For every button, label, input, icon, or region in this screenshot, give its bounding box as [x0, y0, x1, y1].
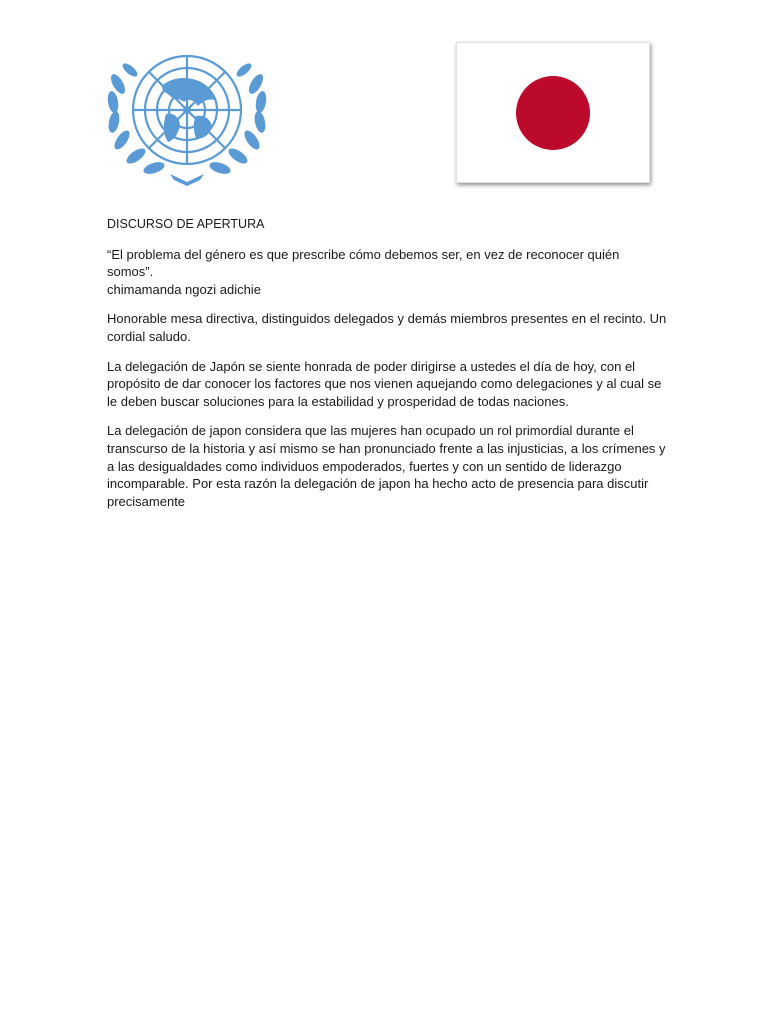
opening-quote: [107, 246, 667, 299]
japan-flag: [456, 42, 650, 183]
un-emblem-icon: [104, 40, 270, 188]
quote-text: “El problema del género es que prescribe cómo debemos ser, en vez de reconocer quién somos”.: [107, 246, 620, 280]
quote-author: chimamanda ngozi adichie: [107, 281, 261, 297]
speech-heading: DISCURSO DE APERTURA: [107, 217, 265, 231]
speech-body: [107, 216, 667, 522]
paragraph-position: La delegación de japon considera que las mujeres han ocupado un rol primordial durante el transcurso de la historia y así mismo se han pronunciado frente a las injusticias, a los crímenes y a las desigualdades como individuos empoderados, fuertes y con un sentido de liderazgo incomparable. Por esta razón la delegación de japon ha hecho acto de presencia para discutir precisamente: [107, 423, 666, 509]
paragraph-introduction: La delegación de Japón se siente honrada de poder dirigirse a ustedes el día de hoy, con el propósito de dar conocer los factores que nos vienen aquejando como delegaciones y al cual se le deben buscar soluciones para la estabilidad y prosperidad de todas naciones.: [107, 358, 662, 409]
paragraph-greeting: Honorable mesa directiva, distinguidos delegados y demás miembros presentes en el recinto. Un cordial saludo.: [107, 311, 667, 344]
flag-red-disc: [516, 76, 590, 150]
